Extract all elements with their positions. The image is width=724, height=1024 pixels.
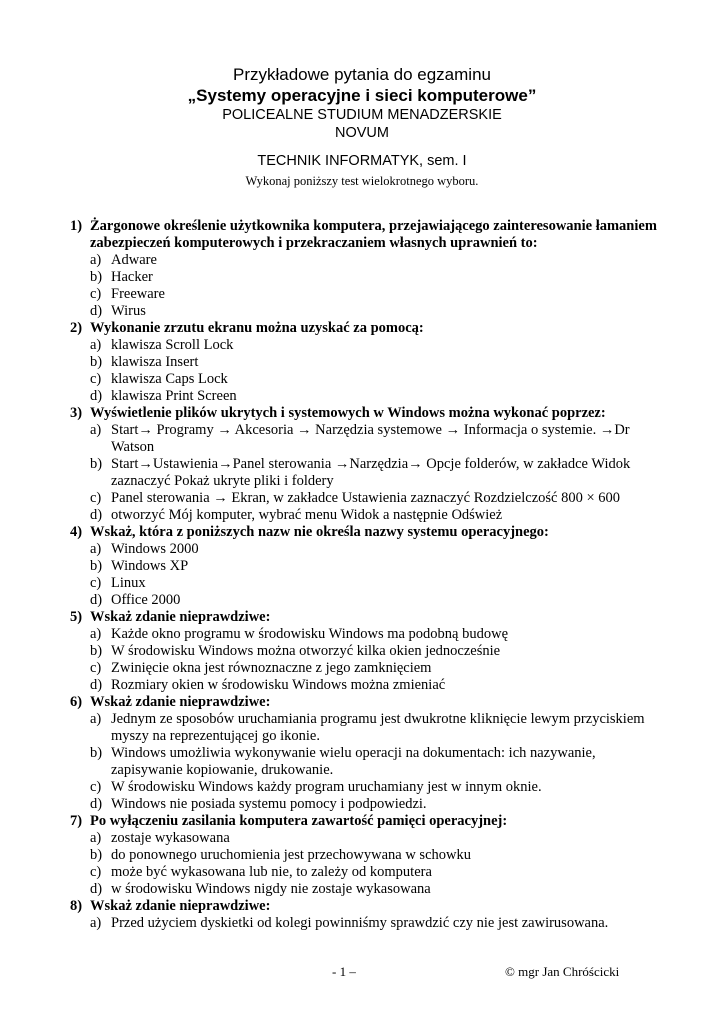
option-text: Zwinięcie okna jest równoznaczne z jego zamknięciem <box>111 660 432 676</box>
option-text: Adware <box>111 252 157 268</box>
answer-option <box>90 269 660 286</box>
question-list <box>70 218 660 932</box>
option-letter: c) <box>90 286 102 302</box>
question-heading <box>70 813 660 830</box>
header-subject: „Systemy operacyjne i sieci komputerowe” <box>187 86 537 105</box>
option-text: w środowisku Windows nigdy nie zostaje wykasowana <box>111 881 431 897</box>
question-number: 1) <box>70 218 83 234</box>
option-letter: a) <box>90 252 102 268</box>
option-text: Każde okno programu w środowisku Windows ma podobną budowę <box>111 626 509 642</box>
answer-options <box>70 830 660 898</box>
option-letter: c) <box>90 660 102 676</box>
answer-option <box>90 779 660 796</box>
option-text: może być wykasowana lub nie, to zależy od komputera <box>111 864 432 880</box>
option-letter: a) <box>90 337 102 353</box>
question-text: Wskaż zdanie nieprawdziwe: <box>90 609 271 625</box>
option-letter: c) <box>90 779 102 795</box>
answer-option <box>90 881 660 898</box>
answer-option <box>90 711 660 745</box>
answer-option <box>90 507 660 524</box>
question-8 <box>70 898 660 932</box>
option-text: W środowisku Windows każdy program uruchamiany jest w innym oknie. <box>111 779 542 795</box>
answer-option <box>90 660 660 677</box>
question-text: Wskaż zdanie nieprawdziwe: <box>90 694 271 710</box>
option-text: klawisza Caps Lock <box>111 371 228 387</box>
question-number: 2) <box>70 320 83 336</box>
answer-option <box>90 388 660 405</box>
answer-option <box>90 303 660 320</box>
question-heading <box>70 898 660 915</box>
option-letter: a) <box>90 541 102 557</box>
option-text: Start→ Programy → Akcesoria → Narzędzia systemowe → Informacja o systemie. →Dr Watson <box>111 422 630 455</box>
question-5 <box>70 609 660 694</box>
question-number: 4) <box>70 524 83 540</box>
answer-option <box>90 337 660 354</box>
option-text: Windows XP <box>111 558 189 574</box>
answer-option <box>90 745 660 779</box>
option-text: Panel sterowania → Ekran, w zakładce Ustawienia zaznaczyć Rozdzielczość 800 × 600 <box>111 490 621 506</box>
answer-option <box>90 626 660 643</box>
question-text: Po wyłączeniu zasilania komputera zawartość pamięci operacyjnej: <box>90 813 508 829</box>
answer-option <box>90 456 660 490</box>
option-letter: d) <box>90 677 103 693</box>
question-number: 7) <box>70 813 83 829</box>
question-heading <box>70 218 660 252</box>
answer-options <box>70 541 660 609</box>
answer-option <box>90 847 660 864</box>
answer-options <box>70 252 660 320</box>
answer-option <box>90 592 660 609</box>
question-text: Wskaż, która z poniższych nazw nie określa nazwy systemu operacyjnego: <box>90 524 549 540</box>
question-4 <box>70 524 660 609</box>
question-text: Wskaż zdanie nieprawdziwe: <box>90 898 271 914</box>
header-school-name: NOVUM <box>335 125 389 141</box>
question-heading <box>70 609 660 626</box>
question-number: 6) <box>70 694 83 710</box>
option-text: Wirus <box>111 303 146 319</box>
answer-option <box>90 677 660 694</box>
header-school: POLICEALNE STUDIUM MENADZERSKIE <box>222 107 502 123</box>
answer-option <box>90 490 660 507</box>
option-letter: a) <box>90 422 102 438</box>
option-letter: b) <box>90 847 103 863</box>
option-text: Windows nie posiada systemu pomocy i podpowiedzi. <box>111 796 427 812</box>
option-letter: d) <box>90 881 103 897</box>
option-letter: a) <box>90 830 102 846</box>
answer-option <box>90 422 660 456</box>
option-letter: d) <box>90 388 103 404</box>
option-text: klawisza Insert <box>111 354 199 370</box>
question-heading <box>70 320 660 337</box>
option-text: klawisza Scroll Lock <box>111 337 234 353</box>
question-7 <box>70 813 660 898</box>
question-text: Wykonanie zrzutu ekranu można uzyskać za pomocą: <box>90 320 424 336</box>
option-text: Hacker <box>111 269 153 285</box>
question-number: 8) <box>70 898 83 914</box>
answer-option <box>90 575 660 592</box>
header-course: TECHNIK INFORMATYK, sem. I <box>257 153 467 169</box>
answer-options <box>70 915 660 932</box>
option-letter: b) <box>90 456 103 472</box>
option-text: Jednym ze sposobów uruchamiania programu jest dwukrotne kliknięcie lewym przyciskiem myszy na reprezentującej go ikonie. <box>111 711 645 744</box>
option-letter: c) <box>90 575 102 591</box>
answer-options <box>70 626 660 694</box>
question-3 <box>70 405 660 524</box>
option-letter: d) <box>90 796 103 812</box>
question-heading <box>70 694 660 711</box>
copyright: © mgr Jan Chróścicki <box>505 964 620 979</box>
option-letter: d) <box>90 507 103 523</box>
header-instruction: Wykonaj poniższy test wielokrotnego wyboru. <box>245 174 479 188</box>
option-letter: a) <box>90 915 102 931</box>
question-2 <box>70 320 660 405</box>
option-letter: a) <box>90 711 102 727</box>
answer-option <box>90 864 660 881</box>
option-text: zostaje wykasowana <box>111 830 230 846</box>
question-text: Żargonowe określenie użytkownika komputera, przejawiającego zainteresowanie łamaniem zabezpieczeń komputerowych i przekraczaniem własnych uprawnień to: <box>90 218 657 251</box>
option-text: klawisza Print Screen <box>111 388 237 404</box>
answer-options <box>70 337 660 405</box>
option-text: Start→Ustawienia→Panel sterowania →Narzędzia→ Opcje folderów, w zakładce Widok zaznaczyć Pokaż ukryte pliki i foldery <box>111 456 631 489</box>
option-text: Office 2000 <box>111 592 181 608</box>
question-number: 3) <box>70 405 83 421</box>
option-letter: a) <box>90 626 102 642</box>
question-number: 5) <box>70 609 83 625</box>
question-heading <box>70 524 660 541</box>
option-letter: c) <box>90 490 102 506</box>
option-text: Przed użyciem dyskietki od kolegi powinniśmy sprawdzić czy nie jest zawirusowana. <box>111 915 609 931</box>
option-letter: b) <box>90 745 103 761</box>
option-text: Rozmiary okien w środowisku Windows można zmieniać <box>111 677 446 693</box>
answer-options <box>70 422 660 524</box>
option-letter: d) <box>90 303 103 319</box>
question-6 <box>70 694 660 813</box>
option-text: Windows umożliwia wykonywanie wielu operacji na dokumentach: ich nazywanie, zapisywanie kopiowanie, drukowanie. <box>111 745 596 778</box>
option-letter: c) <box>90 864 102 880</box>
option-letter: b) <box>90 354 103 370</box>
answer-option <box>90 558 660 575</box>
question-heading <box>70 405 660 422</box>
document-header <box>0 64 724 189</box>
answer-option <box>90 830 660 847</box>
answer-option <box>90 796 660 813</box>
answer-option <box>90 286 660 303</box>
option-letter: c) <box>90 371 102 387</box>
option-letter: b) <box>90 643 103 659</box>
answer-option <box>90 541 660 558</box>
answer-option <box>90 371 660 388</box>
option-text: otworzyć Mój komputer, wybrać menu Widok a następnie Odśwież <box>111 507 503 523</box>
answer-option <box>90 643 660 660</box>
option-letter: b) <box>90 558 103 574</box>
question-text: Wyświetlenie plików ukrytych i systemowych w Windows można wykonać poprzez: <box>90 405 606 421</box>
answer-options <box>70 711 660 813</box>
option-letter: d) <box>90 592 103 608</box>
answer-option <box>90 354 660 371</box>
header-title: Przykładowe pytania do egzaminu <box>233 65 491 84</box>
option-text: Windows 2000 <box>111 541 199 557</box>
answer-option <box>90 252 660 269</box>
answer-option <box>90 915 660 932</box>
option-text: Freeware <box>111 286 165 302</box>
option-text: do ponownego uruchomienia jest przechowywana w schowku <box>111 847 471 863</box>
option-text: Linux <box>111 575 146 591</box>
question-1 <box>70 218 660 320</box>
option-text: W środowisku Windows można otworzyć kilka okien jednocześnie <box>111 643 501 659</box>
option-letter: b) <box>90 269 103 285</box>
page-number: - 1 – <box>332 964 356 979</box>
